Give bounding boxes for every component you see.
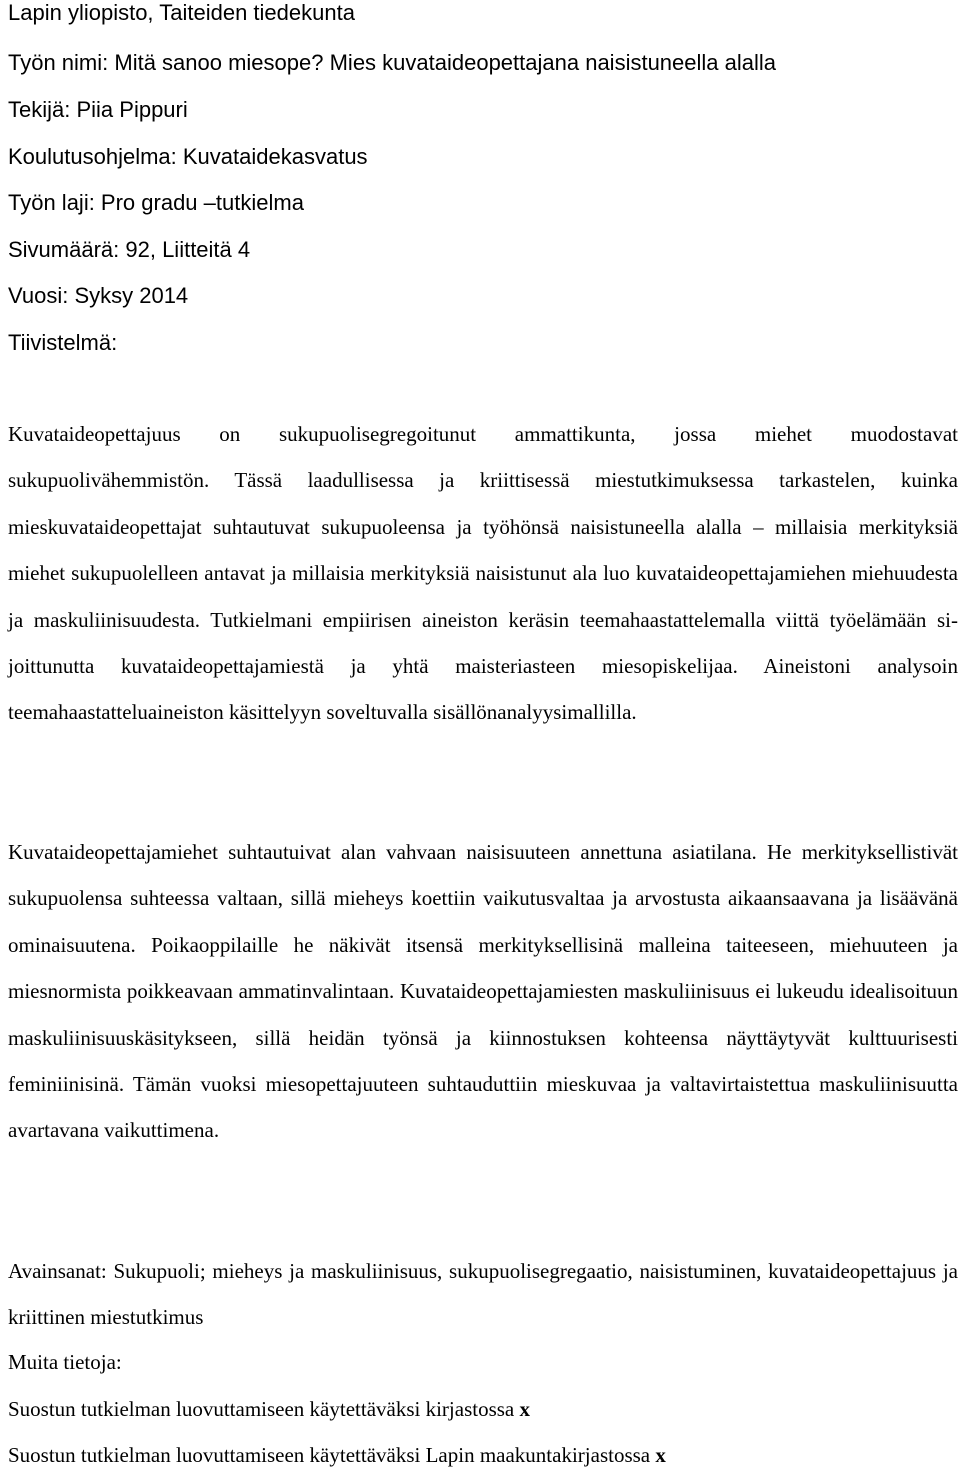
abstract-paragraph-2: Kuvataideopettajamiehet suhtautuivat alan vahvaan naisisuuteen annettuna asiatilana. He merkityksellistivät sukupuolensa suhteessa valtaan, sillä mieheys koettiin vaikutusvaltaa ja arvostusta aikaansaavana ja lisäävänä ominaisuutena. Poikaoppilaille he näkivät itsensä merkityksellisinä malleina taiteeseen, miehuuteen ja miesnormista poikkeavaan ammatinvalintaan. Kuvataideopettajamiesten maskuliinisuus ei lukeudu idealisoituun maskuliinisuuskäsitykseen, sillä heidän työnsä ja kiinnostuksen kohteensa näyttäytyvät kulttuurisesti feminiinisinä. Tämän vuoksi miesopettajuuteen suhtauduttiin mieskuvaa ja valtavirtaistettua maskuliinisuutta avartavana vaikuttimena.: [8, 840, 958, 1143]
work-title: Työn nimi: Mitä sanoo miesope? Mies kuvataideopettajana naisistuneella alalla: [8, 50, 777, 75]
programme: Koulutusohjelma: Kuvataidekasvatus: [8, 144, 368, 169]
work-type: Työn laji: Pro gradu –tutkielma: [8, 190, 304, 215]
abstract-paragraph-1-block: [8, 411, 958, 736]
year: Vuosi: Syksy 2014: [8, 283, 189, 308]
consent-regional-library-mark: x: [655, 1443, 666, 1467]
abstract-paragraph-1: Kuvataideopettajuus on sukupuolisegregoitunut ammattikunta, jossa miehet muodostavat sukupuolivähemmistön. Tässä laadullisessa ja kriittisessä miestutkimuksessa tarkastelen, kuinka mieskuvataideopettajat suhtautuvat sukupuoleensa ja työhönsä naisistuneella alalla – millaisia merkityksiä miehet sukupuolelleen antavat ja millaisia merkityksiä naisistunut ala luo kuvataideopettajamiehen miehuudesta ja maskuliinisuudesta. Tutkielmani empiirisen aineiston keräsin teemahaastattelemalla viittä työelämään sijoittunutta kuvataideopettajamiestä ja yhtä maisteriasteen miesopiskelijaa. Aineistoni analysoin teemahaastatteluaineiston käsittelyyn soveltuvalla sisällönanalyysimallilla.: [8, 422, 958, 725]
consent-library-text: Suostun tutkielman luovuttamiseen käytettäväksi kirjastossa: [8, 1397, 515, 1421]
author: Tekijä: Piia Pippuri: [8, 97, 188, 122]
consent-regional-library: [8, 1432, 958, 1478]
document-page: [8, 0, 958, 1472]
abstract-paragraph-2-block: [8, 829, 958, 1154]
abstract-label: Tiivistelmä:: [8, 330, 118, 355]
keywords-block: [8, 1248, 958, 1341]
page-count: Sivumäärä: 92, Liitteitä 4: [8, 237, 251, 262]
consent-library: [8, 1386, 958, 1432]
consent-library-mark: x: [519, 1397, 531, 1421]
consent-regional-library-text: Suostun tutkielman luovuttamiseen käytettäväksi Lapin maakuntakirjastossa: [8, 1443, 651, 1467]
other-info-label: Muita tietoja:: [8, 1350, 122, 1374]
institution: Lapin yliopisto, Taiteiden tiedekunta: [8, 0, 355, 25]
keywords: Avainsanat: Sukupuoli; mieheys ja maskuliinisuus, sukupuolisegregaatio, naisistuminen, kuvataideopettajuus ja kriittinen miestutkimus: [8, 1259, 958, 1330]
